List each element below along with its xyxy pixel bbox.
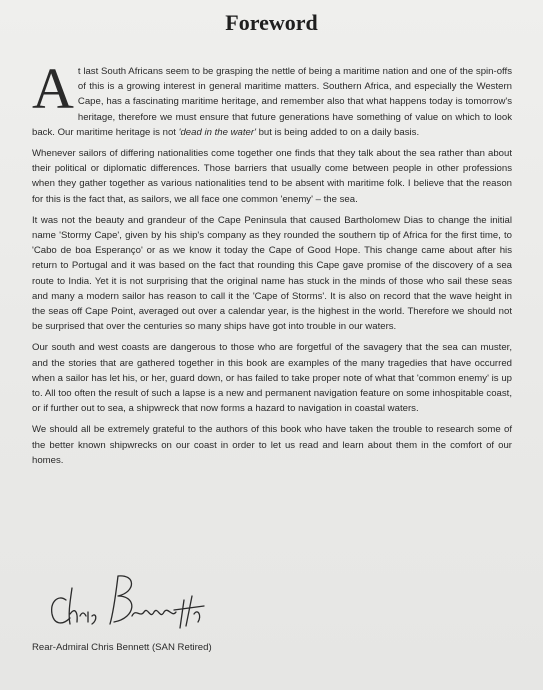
signatory-name: Rear-Admiral Chris Bennett (SAN Retired) [32,642,212,653]
paragraph-1-text: t last South Africans seem to be grasping the nettle of being a maritime nation and one of the spin-offs of this is a growing interest in general maritime matters. Southern Africa, and especially the Western Cape, has a fascinating maritime heritage, and remember also that what happens today is tomorrow's heritage, therefore we must ensure that future generations have something of value on which to look back. Our maritime heritage is not [32,66,512,138]
paragraph-2: Whenever sailors of differing nationalities come together one finds that they talk about the sea rather than about their political or diplomatic differences. Those barriers that usually come between people in other professions when they gather together as various nationalities tend to be absent with maritime folk. I believe that the reason for this is the fact that, as sailors, we all face one common 'enemy' – the sea. [32,148,512,205]
paragraph-1 [32,56,512,140]
drop-cap: A [32,56,74,121]
paragraph-1-italic: 'dead in the water' [178,126,256,138]
paragraph-1-end: but is being added to on a daily basis. [255,126,420,138]
page-title: Foreword [225,10,318,35]
paragraph-5: We should all be extremely grateful to the authors of this book who have taken the trouble to research some of the better known shipwrecks on our coast in order to let us read and learn about them in the comfort of our homes. [32,424,512,466]
handwritten-signature [44,566,224,638]
foreword-body [32,56,512,474]
paragraph-4: Our south and west coasts are dangerous to those who are forgetful of the savagery that the sea can muster, and the stories that are gathered together in this book are examples of the many tragedies that have occurred when a sailor has let his, or her, guard down, or has failed to take proper note of what that 'common enemy' is up to. All too often the result of such a lapse is a new and permanent navigation feature on some inhospitable coast, or if further out to sea, a shipwreck that now forms a hazard to navigation in coastal waters. [32,342,512,415]
paragraph-3: It was not the beauty and grandeur of the Cape Peninsula that caused Bartholomew Dias to change the initial name 'Stormy Cape', given by his ship's company as they rounded the southern tip of Africa for the first time, to 'Cabo de boa Esperanço' or as we know it today the Cape of Good Hope. This change came about after his return to Portugal and it was based on the fact that rounding this Cape gave promise of the discovery of a sea route to India. Yet it is not surprising that the original name has stuck in the minds of those who sail these seas and many a modern sailor has reason to call it the 'Cape of Storms'. It is also on record that the wave height in the seas off Cape Point, averaged out over a calendar year, is the highest in the world. Therefore we should not be surprised that over the centuries so many ships have got into trouble in our waters. [32,214,512,333]
